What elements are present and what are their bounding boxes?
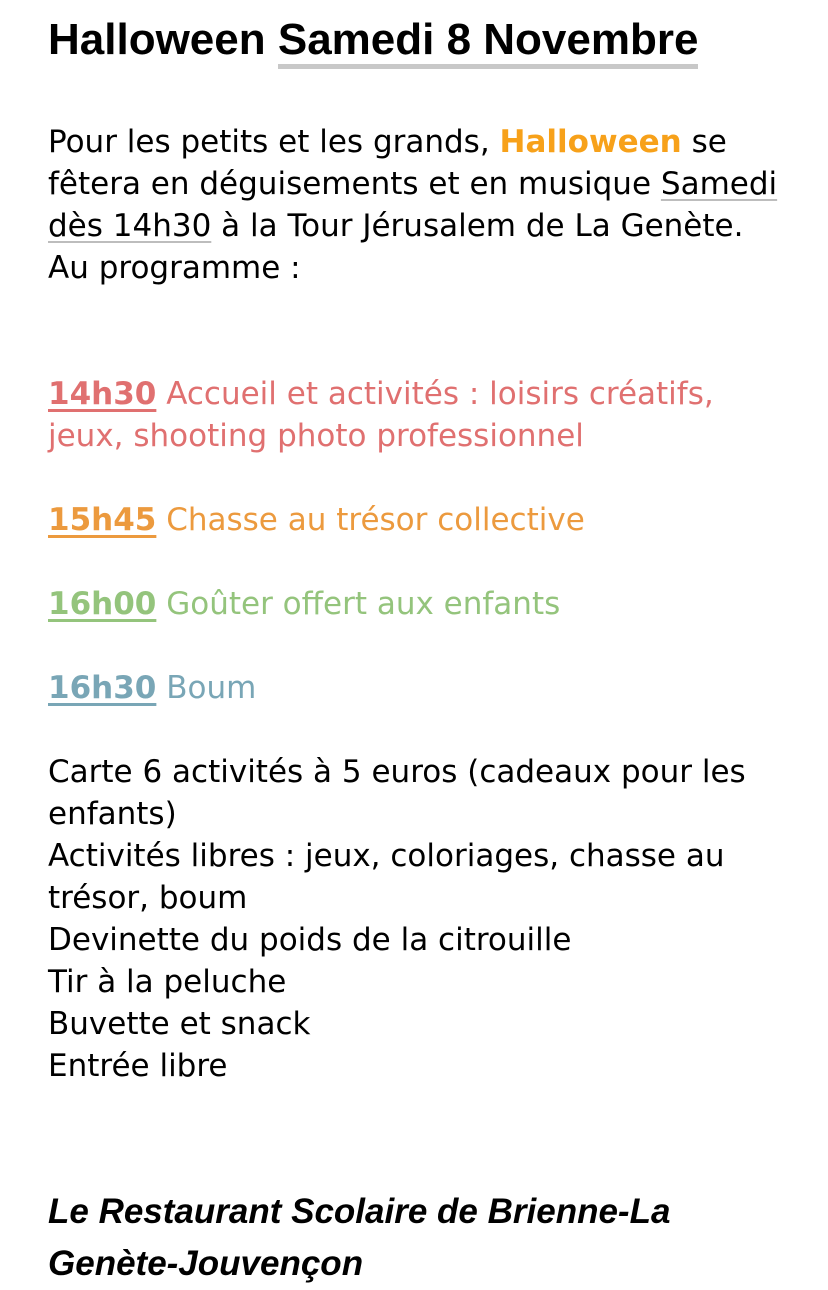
program-item bbox=[48, 373, 788, 457]
details-item: Activités libres : jeux, coloriages, chasse au trésor, boum bbox=[48, 838, 725, 916]
program-description: Boum bbox=[156, 670, 257, 706]
intro-text-1: Pour les petits et les grands, bbox=[48, 124, 500, 160]
program-description: Chasse au trésor collective bbox=[156, 502, 585, 538]
details-item: Devinette du poids de la citrouille bbox=[48, 922, 572, 958]
details-list bbox=[48, 751, 788, 1087]
event-datetime-link[interactable]: Samedi dès 14h30 bbox=[48, 166, 778, 244]
title-date: Samedi 8 Novembre bbox=[278, 15, 699, 69]
page-title bbox=[48, 14, 698, 66]
program-time-link[interactable]: 14h30 bbox=[48, 376, 157, 412]
program-description: Goûter offert aux enfants bbox=[156, 586, 561, 622]
halloween-highlight: Halloween bbox=[499, 124, 682, 160]
details-item: Carte 6 activités à 5 euros (cadeaux pour les enfants) bbox=[48, 754, 746, 832]
intro-text-3: à la Tour Jérusalem de La Genète. bbox=[211, 208, 744, 244]
program-description: Accueil et activités : loisirs créatifs, jeux, shooting photo professionnel bbox=[48, 376, 714, 454]
program-label: Au programme : bbox=[48, 250, 301, 286]
program-time-link[interactable]: 16h30 bbox=[48, 670, 157, 706]
intro-paragraph bbox=[48, 121, 788, 289]
details-item: Tir à la peluche bbox=[48, 964, 287, 1000]
title-lead: Halloween bbox=[48, 15, 278, 64]
details-item: Buvette et snack bbox=[48, 1006, 311, 1042]
program-item bbox=[48, 499, 788, 541]
program-item bbox=[48, 583, 788, 625]
program-time-link[interactable]: 16h00 bbox=[48, 586, 157, 622]
program-time-link[interactable]: 15h45 bbox=[48, 502, 157, 538]
program-item bbox=[48, 667, 788, 709]
signature: Le Restaurant Scolaire de Brienne-La Genète-Jouvençon bbox=[48, 1192, 671, 1283]
details-item: Entrée libre bbox=[48, 1048, 228, 1084]
intro-text-2: se fêtera en déguisements et en musique bbox=[48, 124, 727, 202]
